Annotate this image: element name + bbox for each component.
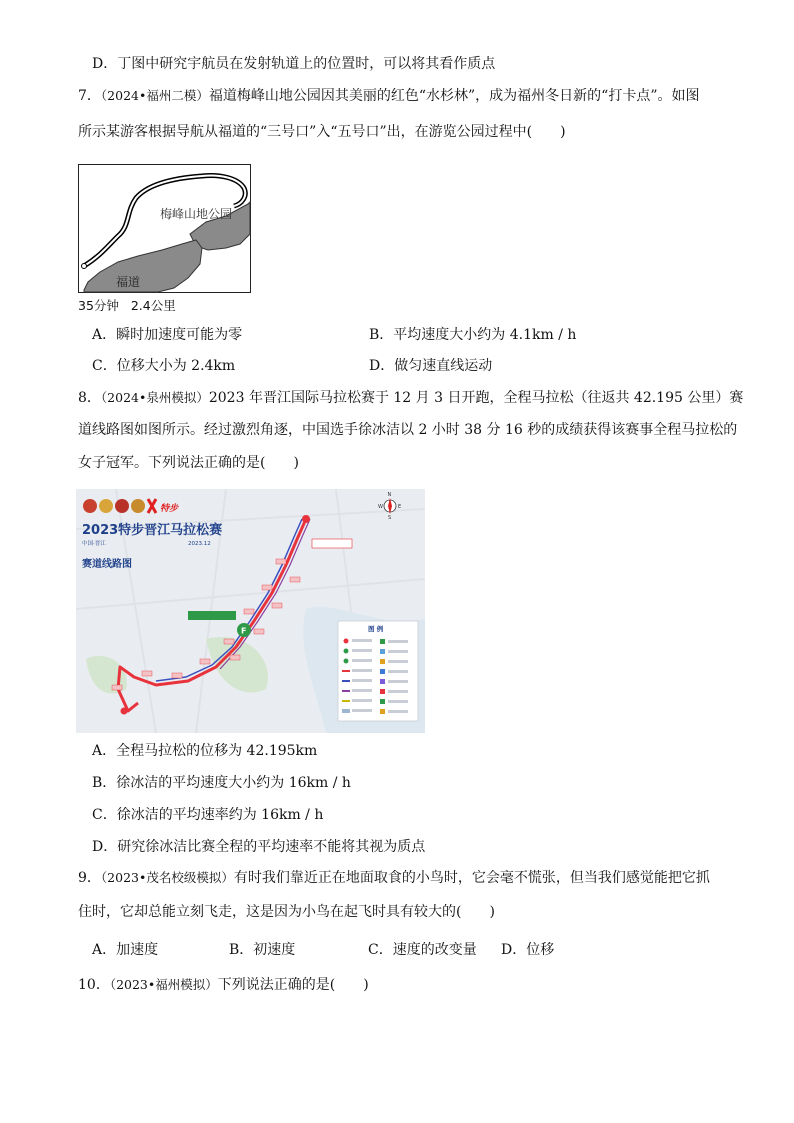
q8-option-c: C．徐冰洁的平均速率约为 16km / h <box>92 807 324 823</box>
caption-time: 35分钟 <box>78 298 119 313</box>
q7-option-c: C．位移大小为 2.4km <box>92 358 236 374</box>
q7-option-d: D．做匀速直线运动 <box>369 358 493 374</box>
q9-number: 9． <box>78 870 101 886</box>
q9-option-d: D．位移 <box>501 942 555 958</box>
q7-park-figure <box>78 164 253 294</box>
q6-option-d: D．丁图中研究宇航员在发射轨道上的位置时，可以将其看作质点 <box>92 56 496 72</box>
compass-n: N <box>387 492 392 498</box>
compass-s: S <box>388 515 392 521</box>
q9-text: 有时我们靠近正在地面取食的小鸟时，它会毫不慌张，但当我们感觉能把它抓 <box>233 870 710 886</box>
q8-stem-line3: 女子冠军。下列说法正确的是( ) <box>78 455 299 471</box>
compass-e: E <box>398 504 402 510</box>
q9-option-a: A．加速度 <box>92 942 159 958</box>
q7-stem-line2: 所示某游客根据导航从福道的“三号口”入“五号口”出，在游览公园过程中( ) <box>78 124 566 140</box>
q7-stem-line1 <box>78 86 700 106</box>
q10-number: 10． <box>78 977 110 993</box>
q8-source: （2024•泉州模拟） <box>100 390 209 405</box>
q8-option-b: B．徐冰洁的平均速度大小约为 16km / h <box>92 775 351 791</box>
q7-option-b: B．平均速度大小约为 4.1km / h <box>369 327 577 343</box>
map-subtitle-left: 中国·晋江 <box>82 541 106 547</box>
q9-source: （2023•茂名校级模拟） <box>100 870 234 885</box>
legend-title: 图 例 <box>368 625 384 633</box>
route-start-point <box>82 264 87 269</box>
sponsor-logo-4 <box>131 499 145 513</box>
compass-w: W <box>378 504 383 510</box>
finish-marker-label: F <box>241 626 247 636</box>
q9-stem-line1 <box>78 868 710 888</box>
q10-source: （2023•福州模拟） <box>109 977 218 992</box>
road-label: 福道 <box>116 275 141 289</box>
q8-text: 2023 年晋江国际马拉松赛于 12 月 3 日开跑，全程马拉松（往返共 42.195 公里）赛 <box>208 390 744 406</box>
sponsor-logo-1 <box>83 499 97 513</box>
q7-text: 福道梅峰山地公园因其美丽的红色“水杉林”，成为福州冬日新的“打卡点”。如图 <box>208 88 700 104</box>
q7-source: （2024•福州二模） <box>100 88 209 103</box>
finish-tag <box>188 611 236 620</box>
caption-distance: 2.4公里 <box>130 298 176 313</box>
park-label: 梅峰山地公园 <box>160 207 233 221</box>
route-map-label: 赛道线路图 <box>82 559 132 570</box>
q7-option-a: A．瞬时加速度可能为零 <box>92 327 243 343</box>
start-marker <box>121 708 128 715</box>
q10-stem-line1 <box>78 975 369 995</box>
q10-text: 下列说法正确的是( ) <box>217 977 369 993</box>
q9-option-b: B．初速度 <box>229 942 296 958</box>
q8-option-a: A．全程马拉松的位移为 42.195km <box>92 743 318 759</box>
q8-number: 8． <box>78 390 101 406</box>
q7-figure-caption <box>78 296 176 314</box>
xtep-wordmark: 特步 <box>160 504 179 514</box>
map-subtitle-right: 2023.12 <box>188 541 211 547</box>
q9-stem-line2: 住时，它却总能立刻飞走，这是因为小鸟在起飞时具有较大的( ) <box>78 904 495 920</box>
marathon-route-map <box>76 489 425 733</box>
q8-stem-line2: 道线路图如图所示。经过激烈角逐，中国选手徐冰洁以 2 小时 38 分 16 秒的成绩获得该赛事全程马拉松的 <box>78 422 738 438</box>
map-title: 2023特步晋江马拉松赛 <box>82 523 223 538</box>
sponsor-logo-3 <box>115 499 129 513</box>
turnaround-tag <box>312 539 352 548</box>
q9-option-c: C．速度的改变量 <box>368 942 477 958</box>
turnaround-marker <box>302 515 310 523</box>
sponsor-logo-2 <box>99 499 113 513</box>
q7-number: 7． <box>78 88 101 104</box>
q8-option-d: D．研究徐冰洁比赛全程的平均速率不能将其视为质点 <box>92 839 426 855</box>
q8-stem-line1 <box>78 388 743 408</box>
